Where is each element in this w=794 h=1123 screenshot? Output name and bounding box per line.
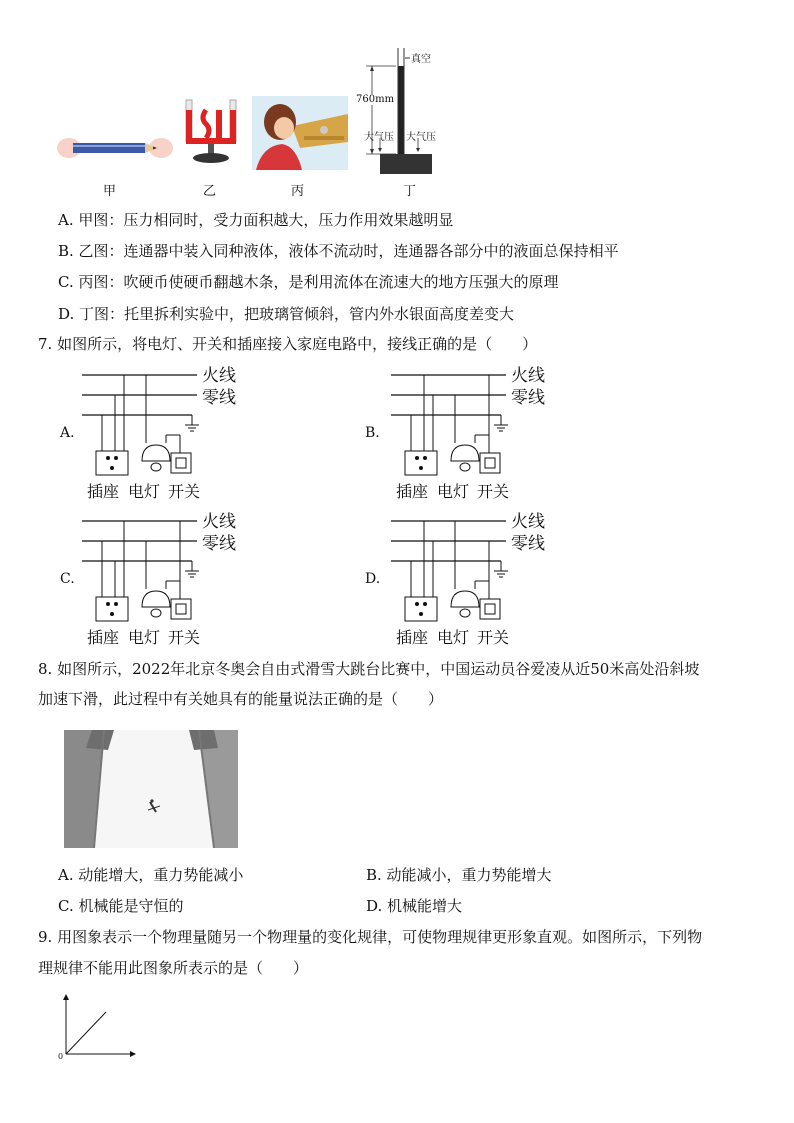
circuit-diagram	[391, 511, 591, 651]
switch-label: 开关	[477, 482, 510, 501]
socket-label: 插座	[396, 482, 429, 501]
live-wire-label: 火线	[202, 512, 236, 532]
torricelli-height-label: 760mm	[356, 94, 395, 105]
torricelli-atm-right: 大气压	[406, 132, 436, 143]
circuit-diagram	[391, 365, 591, 505]
q8-option-a: A. 动能增大，重力势能减小	[58, 866, 244, 884]
caption-jia: 甲	[103, 184, 117, 199]
lamp-label: 电灯	[128, 482, 161, 501]
q7-circuit-c	[60, 511, 260, 651]
q8-option-b: B. 动能减小，重力势能增大	[366, 866, 552, 884]
switch-label: 开关	[168, 628, 201, 647]
socket-label: 插座	[87, 628, 120, 647]
q7-circuit-a	[60, 365, 260, 505]
switch-label: 开关	[477, 628, 510, 647]
q7-option-d-label: D.	[365, 571, 381, 587]
torricelli-vacuum-label: 真空	[411, 54, 431, 65]
q7-circuit-b	[365, 365, 565, 505]
lamp-label: 电灯	[437, 482, 470, 501]
q9-stem-line2: 理规律不能用此图象所表示的是（ ）	[38, 959, 309, 977]
neutral-wire-label: 零线	[511, 388, 545, 408]
q7-stem: 7. 如图所示，将电灯、开关和插座接入家庭电路中，接线正确的是（ ）	[38, 335, 538, 353]
q8-stem-line1: 8. 如图所示，2022年北京冬奥会自由式滑雪大跳台比赛中，中国运动员谷爱凌从近50米高处沿斜坡	[38, 660, 700, 678]
q9-stem-line1: 9. 用图象表示一个物理量随另一个物理量的变化规律，可使物理规律更形象直观。如图所示，下列物	[38, 928, 703, 946]
proportional-graph	[56, 990, 140, 1060]
graph-origin-label: 0	[58, 1052, 64, 1060]
lamp-label: 电灯	[437, 628, 470, 647]
neutral-wire-label: 零线	[202, 388, 236, 408]
q6-option-a: A. 甲图：压力相同时，受力面积越大，压力作用效果越明显	[58, 211, 454, 229]
q6-option-d: D. 丁图：托里拆利实验中，把玻璃管倾斜，管内外水银面高度差变大	[58, 305, 515, 323]
torricelli-atm-left: 大气压	[364, 132, 394, 143]
pencil-image	[55, 128, 175, 168]
q7-option-b-label: B.	[365, 425, 380, 441]
lamp-label: 电灯	[128, 628, 161, 647]
q6-option-b: B. 乙图：连通器中装入同种液体，液体不流动时，连通器各部分中的液面总保持相平	[58, 242, 619, 260]
q8-stem-line2: 加速下滑，此过程中有关她具有的能量说法正确的是（ ）	[38, 690, 444, 708]
connected-vessels-image	[180, 98, 242, 168]
caption-bing: 丙	[291, 184, 305, 199]
q6-option-c: C. 丙图：吹硬币使硬币翻越木条，是利用流体在流速大的地方压强大的原理	[58, 273, 559, 291]
socket-label: 插座	[87, 482, 120, 501]
live-wire-label: 火线	[511, 366, 545, 386]
switch-label: 开关	[168, 482, 201, 501]
neutral-wire-label: 零线	[511, 534, 545, 554]
q7-option-a-label: A.	[60, 425, 75, 441]
q8-option-d: D. 机械能增大	[366, 897, 463, 915]
caption-yi: 乙	[203, 184, 217, 199]
q7-option-c-label: C.	[60, 571, 75, 587]
neutral-wire-label: 零线	[202, 534, 236, 554]
q7-circuit-d	[365, 511, 565, 651]
q8-option-c: C. 机械能是守恒的	[58, 897, 184, 915]
circuit-diagram	[82, 365, 282, 505]
live-wire-label: 火线	[202, 366, 236, 386]
circuit-diagram	[82, 511, 282, 651]
live-wire-label: 火线	[511, 512, 545, 532]
ski-jump-photo	[64, 730, 238, 848]
caption-ding: 丁	[403, 184, 417, 199]
socket-label: 插座	[396, 628, 429, 647]
blowing-coin-image	[252, 96, 348, 170]
torricelli-image	[350, 44, 450, 174]
